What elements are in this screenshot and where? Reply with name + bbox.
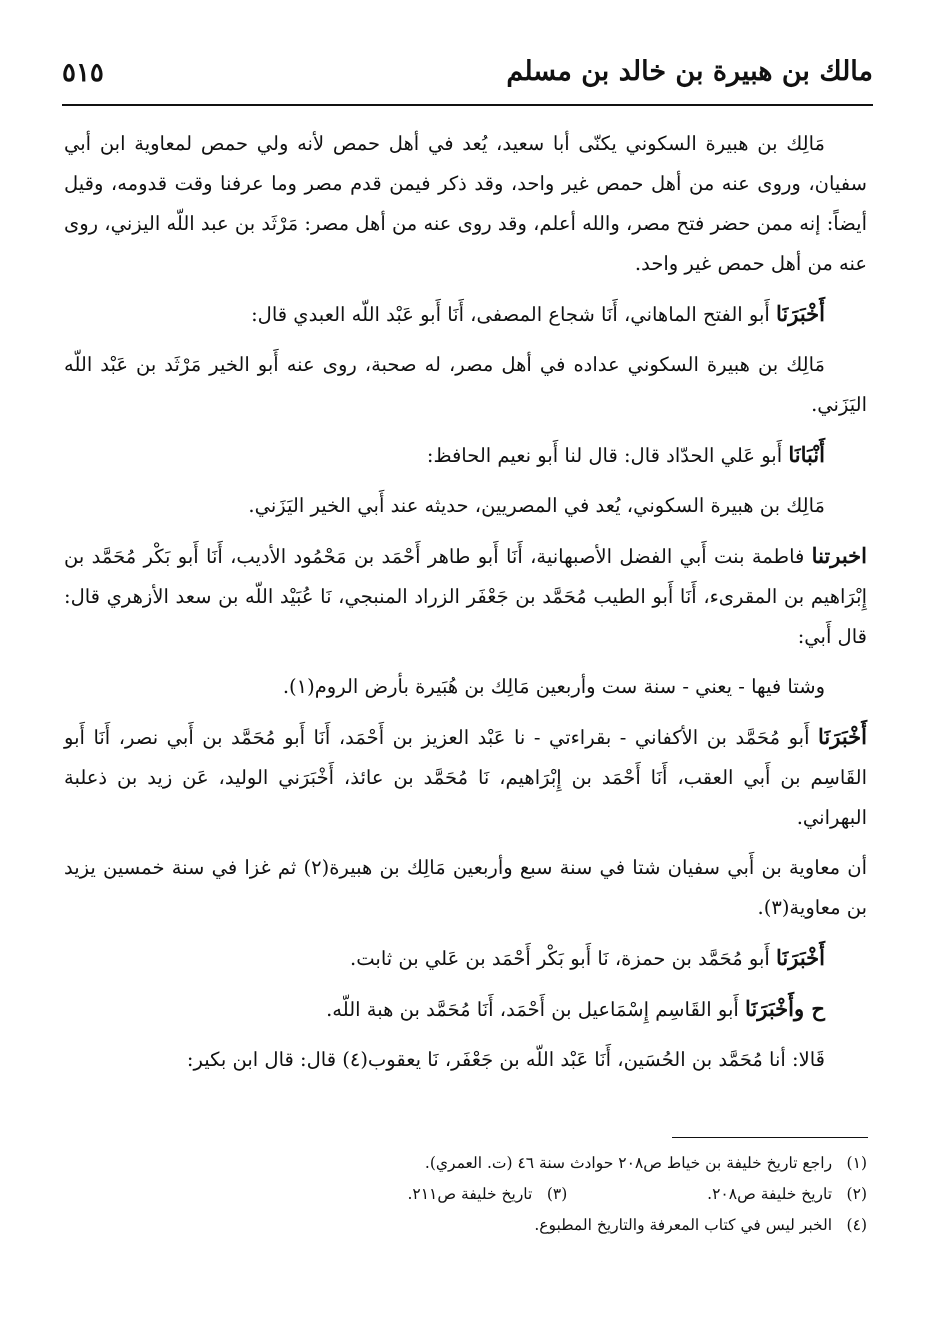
footnote-text: راجع تاريخ خليفة بن خياط ص٢٠٨ حوادث سنة ٤٦ (ت. العمري). — [424, 1154, 833, 1172]
footnotes — [64, 1148, 867, 1241]
paragraph-text: قَالا: أنا مُحَمَّد بن الحُسَين، أَنَا عَبْد اللّه بن جَعْفَر، نَا يعقوب(٤) قال: قال ابن بكير: — [186, 1048, 825, 1071]
paragraph-text: أَبو مُحَمَّد بن حمزة، نَا أَبو بَكْر أَحْمَد بن عَلي بن ثابت. — [350, 947, 777, 970]
paragraph-text: مَالِك بن هبيرة السكوني عداده في أهل مصر، له صحبة، روى عنه أَبو الخير مَرْثَد بن عَبْد اللّه اليَزَني. — [64, 353, 867, 416]
isnad-lead-word: أَخْبَرَنَا — [776, 301, 825, 326]
page-header — [62, 52, 873, 106]
footnote-number: (١) — [846, 1154, 867, 1172]
header-rule — [62, 104, 873, 106]
paragraph — [64, 486, 867, 526]
paragraph — [64, 717, 867, 838]
paragraph-text: مَالِك بن هبيرة السكوني، يُعد في المصريين، حديثه عند أَبي الخير اليَزَني. — [248, 494, 825, 517]
paragraph — [64, 1040, 867, 1080]
footnote-1 — [64, 1148, 867, 1179]
paragraph-text: أَبو القَاسِم إِسْمَاعيل بن أَحْمَد، أَنَا مُحَمَّد بن هبة اللّه. — [326, 998, 745, 1021]
paragraph-text: أَبو عَلي الحدّاد قال: قال لنا أَبو نعيم الحافظ: — [426, 444, 789, 467]
footnote-number: (٤) — [846, 1216, 867, 1234]
paragraph — [64, 345, 867, 425]
footnote-text: الخبر ليس في كتاب المعرفة والتاريخ المطبوع. — [534, 1216, 833, 1234]
paragraph — [64, 124, 867, 284]
footnote-separator — [672, 1137, 868, 1138]
paragraph — [64, 848, 867, 928]
paragraph — [64, 938, 867, 979]
footnote-text: تاريخ خليفة ص٢٠٨. — [707, 1185, 833, 1203]
isnad-lead-word: أَنْبَانَا — [788, 442, 825, 467]
footnote-row-2-3 — [64, 1179, 867, 1210]
page-number: ٥١٥ — [62, 58, 104, 88]
isnad-lead-word: اخبرتنا — [811, 543, 867, 568]
paragraph — [64, 536, 867, 657]
paragraph — [64, 989, 867, 1030]
running-title: مالك بن هبيرة بن خالد بن مسلم — [506, 56, 873, 87]
paragraph-text: أَبو الفتح الماهاني، أَنَا شجاع المصفى، أَنَا أَبو عَبْد اللّه العبدي قال: — [251, 303, 777, 326]
isnad-lead-word: أَخْبَرَنَا — [776, 945, 825, 970]
footnote-4 — [64, 1210, 867, 1241]
paragraph-text: مَالِك بن هبيرة السكوني يكنّى أبا سعيد، يُعد في أهل حمص لأنه ولي حمص لمعاوية ابن أبي سفيان، وروى عنه من أهل حمص غير واحد، وقد ذكر فيمن قدم مصر وما عرفنا وقت قدومه، وقيل أيضاً: إنه ممن حضر فتح مصر، والله أعلم، وقد روى عنه من أهل مصر: مَرْثَد بن عبد اللّه اليزني، روى عنه من أهل حمص غير واحد. — [63, 132, 867, 275]
footnote-text: تاريخ خليفة ص٢١١. — [407, 1185, 533, 1203]
footnote-number: (٣) — [546, 1185, 568, 1203]
paragraph-text: وشتا فيها - يعني - سنة ست وأربعين مَالِك بن هُبَيرة بأرض الروم(١). — [282, 675, 825, 698]
isnad-lead-word: أَخْبَرَنَا — [818, 724, 867, 749]
paragraph — [64, 435, 867, 476]
isnad-lead-word: ح وأَخْبَرَنَا — [745, 996, 825, 1021]
paragraph — [64, 294, 867, 335]
main-text — [64, 124, 867, 1090]
paragraph-text: أن معاوية بن أَبي سفيان شتا في سنة سبع وأربعين مَالِك بن هبيرة(٢) ثم غزا في سنة خمسين يزيد بن معاوية(٣). — [64, 856, 867, 919]
paragraph — [64, 667, 867, 707]
footnote-number: (٢) — [846, 1185, 867, 1203]
paragraph-text: أَبو مُحَمَّد بن الأكفاني - بقراءتي - نا عَبْد العزيز بن أَحْمَد، أَنَا أَبو مُحَمَّد بن أَبي نصر، أَنَا أَبو القَاسِم بن أَبي العقب، أَنَا أَحْمَد بن إِبْرَاهيم، نَا مُحَمَّد بن عائذ، أَخْبَرَني الوليد، عَن زيد بن ذعلبة البهراني. — [64, 726, 867, 829]
paragraph-text: فاطمة بنت أَبي الفضل الأصبهانية، أَنَا أَبو طاهر أَحْمَد بن مَحْمُود الأديب، أَنَا أَبو بَكْر مُحَمَّد بن إِبْرَاهيم بن المقرىء، أَنَا أَبو الطيب مُحَمَّد بن جَعْفَر الزراد المنبجي، نَا عُبَيْد اللّه بن سعد الأزهري قال: قال أَبي: — [64, 545, 867, 648]
